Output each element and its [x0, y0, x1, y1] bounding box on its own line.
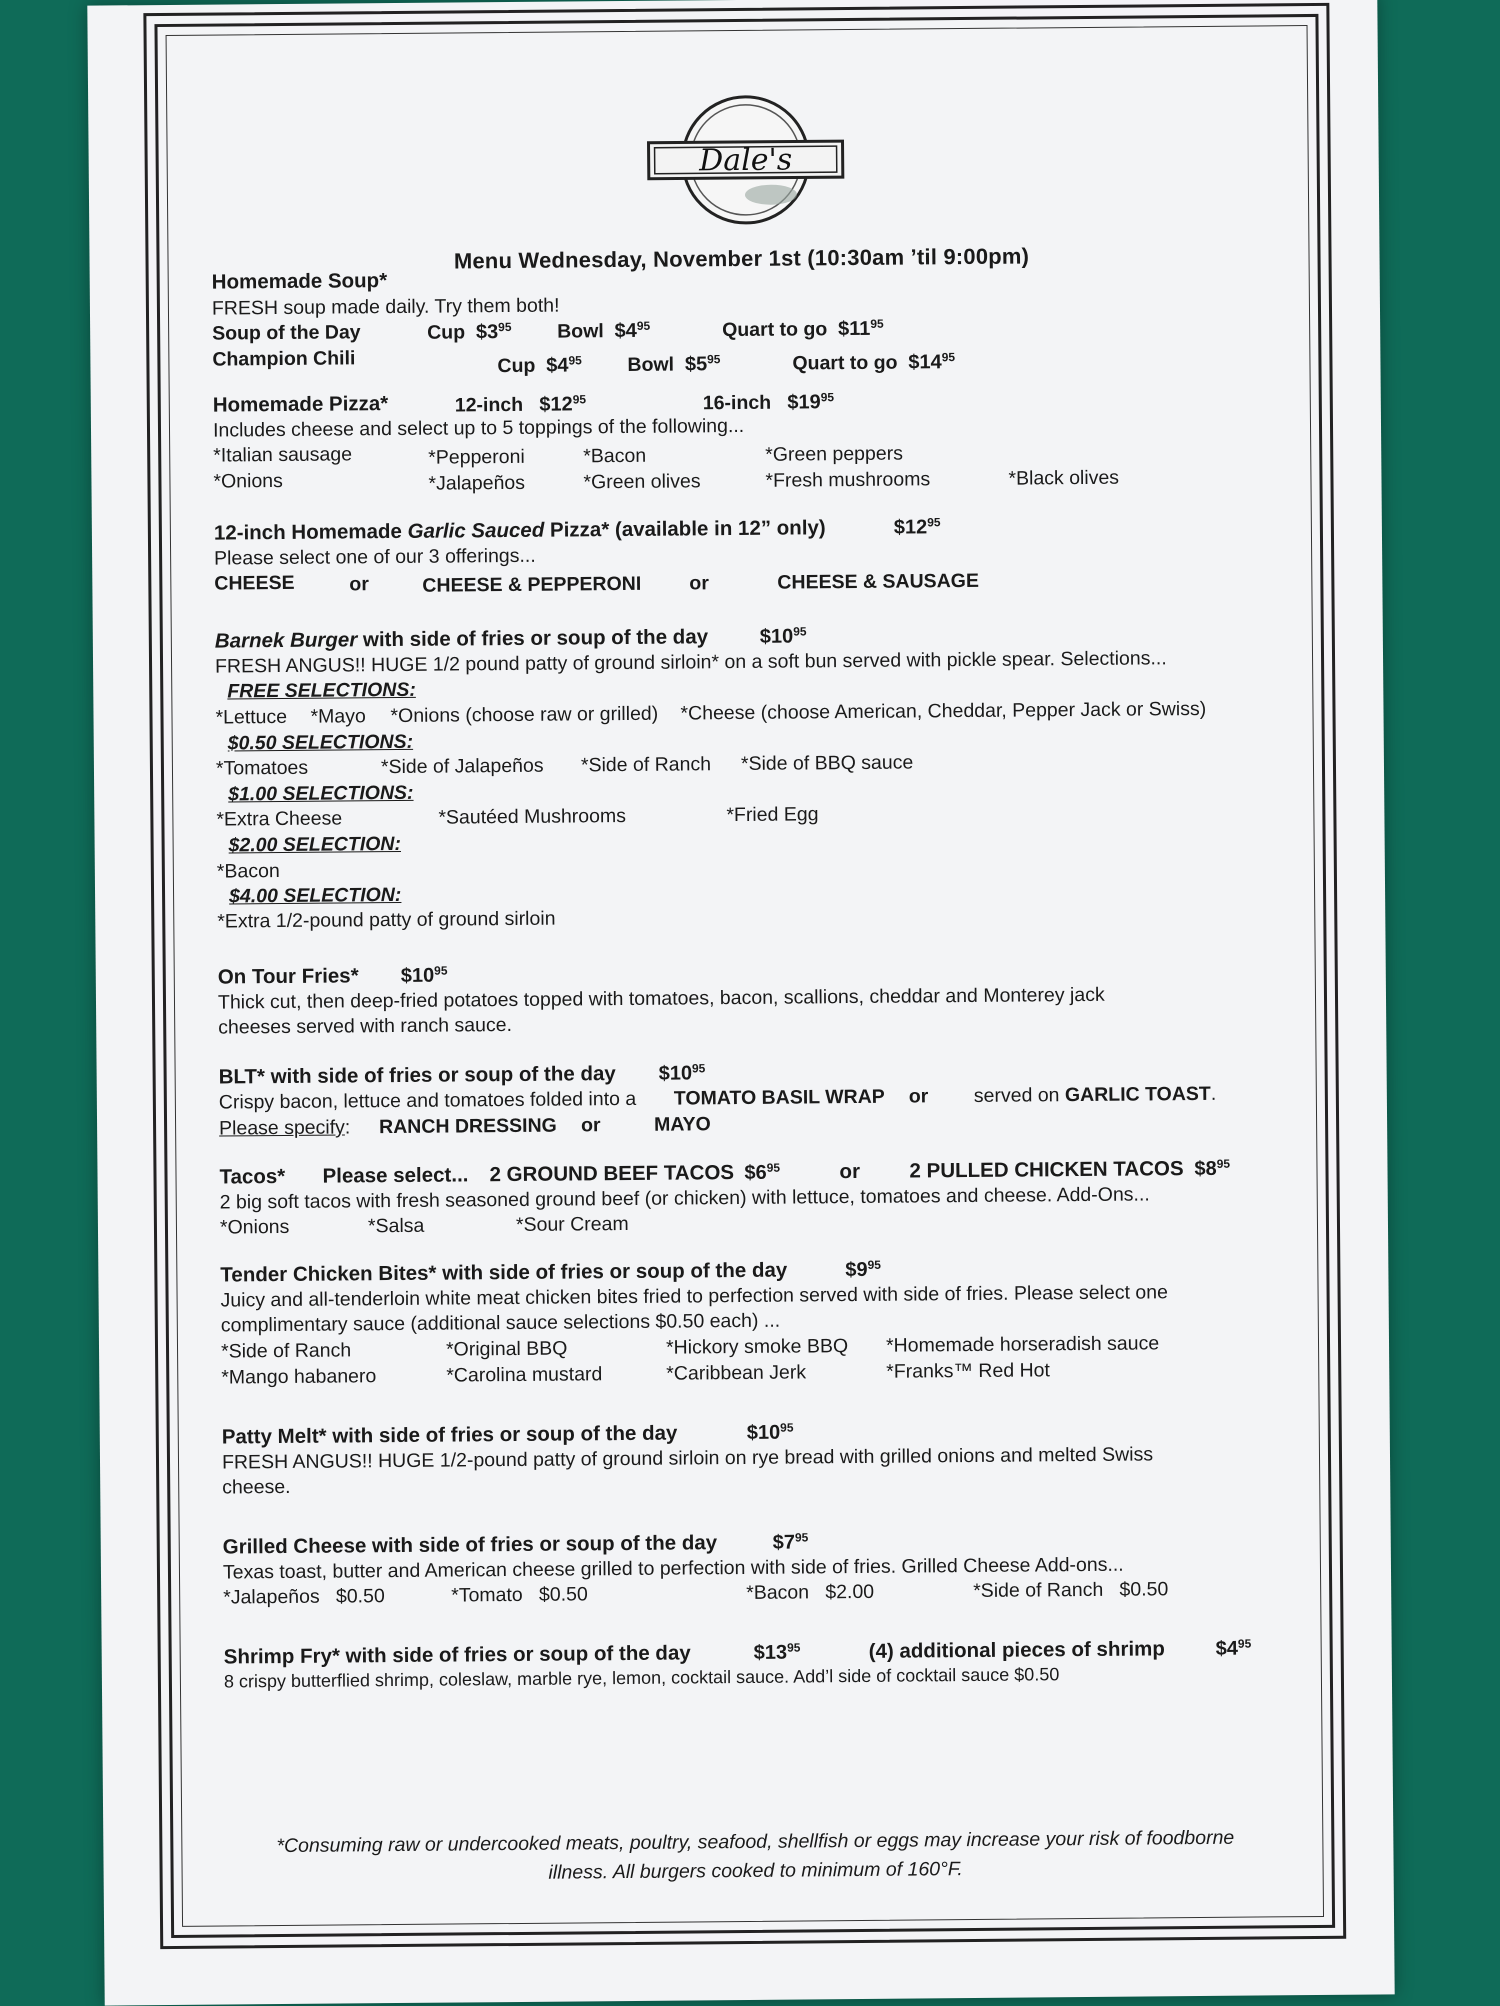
addon-item: *Salsa: [367, 1215, 425, 1238]
selection-item: *Extra Cheese: [216, 807, 343, 831]
or-text: or: [349, 573, 369, 596]
blt-wrap-option: TOMATO BASIL WRAP: [673, 1085, 885, 1110]
chicken-desc: Juicy and all-tenderloin white meat chicken bites fried to perfection served with side of fries. Please select one: [220, 1281, 1168, 1312]
shrimp-heading: Shrimp Fry* with side of fries or soup of the day: [223, 1641, 691, 1669]
topping: *Fresh mushrooms: [765, 468, 931, 493]
patty-melt-section: [222, 1415, 1283, 1501]
selection-item: *Onions (choose raw or grilled): [390, 702, 659, 727]
logo-text: Dale's: [699, 142, 793, 179]
selections-050-heading: $0.50 SELECTIONS:: [227, 730, 414, 755]
burger-section: [215, 619, 1278, 935]
addon-item: *Tomato $0.50: [451, 1583, 588, 1607]
or-text: or: [689, 572, 709, 595]
bowl-label: Bowl: [557, 320, 604, 343]
topping: *Black olives: [1008, 467, 1120, 490]
sauce-item: *Caribbean Jerk: [666, 1361, 807, 1385]
sauce-item: *Side of Ranch: [220, 1339, 352, 1363]
blt-dressing-option: MAYO: [653, 1113, 711, 1136]
tacos-option: 2 GROUND BEEF TACOS: [489, 1161, 735, 1187]
garlic-desc: Please select one of our 3 offerings...: [214, 544, 536, 570]
restaurant-logo: [640, 89, 851, 231]
free-selections-heading: FREE SELECTIONS:: [227, 679, 416, 703]
bowl-price: $\$5^{95}$: [684, 352, 721, 376]
selection-item: *Mayo: [310, 704, 366, 728]
menu-paper: [87, 0, 1394, 2006]
addon-item: *Bacon $2.00: [746, 1581, 875, 1605]
pizza-size-16: 16-inch: [702, 391, 772, 415]
grilled-price: $\$7^{95}$: [772, 1530, 809, 1554]
patty-heading: Patty Melt* with side of fries or soup of the day: [221, 1421, 678, 1449]
selection-item: *Side of Ranch: [580, 753, 712, 777]
topping: *Green peppers: [765, 442, 904, 467]
pizza-heading: Homemade Pizza*: [212, 392, 389, 417]
sauce-item: *Original BBQ: [445, 1337, 568, 1361]
selection-item: *Fried Egg: [726, 803, 819, 827]
food-safety-disclaimer: [225, 1823, 1285, 1891]
page-title: Menu Wednesday, November 1st (10:30am ’til 9:00pm): [453, 243, 1030, 274]
or-text: or: [908, 1085, 929, 1108]
tacos-select: Please select...: [322, 1163, 469, 1188]
patty-desc: cheese.: [222, 1476, 291, 1499]
chili-name: Champion Chili: [212, 347, 356, 371]
selection-item: *Cheese (choose American, Cheddar, Pepper Jack or Swiss): [680, 697, 1207, 725]
burger-heading: Barnek Burger with side of fries or soup of the day: [214, 625, 709, 653]
pizza-price-16: $\$19^{95}$: [787, 390, 835, 414]
bowl-label: Bowl: [627, 353, 675, 376]
fries-desc: cheeses served with ranch sauce.: [218, 1014, 513, 1039]
topping: *Jalapeños: [428, 472, 526, 496]
fries-desc: Thick cut, then deep-fried potatoes topped with tomatoes, bacon, scallions, cheddar and Monterey jack: [217, 983, 1105, 1014]
addon-item: *Jalapeños $0.50: [223, 1585, 385, 1609]
blt-heading: BLT* with side of fries or soup of the day: [218, 1062, 616, 1089]
cup-label: Cup: [427, 321, 466, 344]
bowl-price: $\$4^{95}$: [614, 318, 651, 343]
selection-item: *Sautéed Mushrooms: [438, 805, 627, 830]
burger-desc: FRESH ANGUS!! HUGE 1/2 pound patty of ground sirloin* on a soft bun served with pickle spear. Selections...: [214, 647, 1167, 678]
sauce-item: *Homemade horseradish sauce: [885, 1332, 1160, 1357]
blt-section: [219, 1055, 1280, 1142]
patty-desc: FRESH ANGUS!! HUGE 1/2-pound patty of ground sirloin on rye bread with grilled onions and melted Swiss: [221, 1443, 1154, 1474]
addon-item: *Side of Ranch $0.50: [973, 1578, 1169, 1603]
shrimp-extra-price: $\$4^{95}$: [1215, 1636, 1252, 1660]
selection-400-heading: $4.00 SELECTION:: [228, 884, 402, 908]
disclaimer-line: *Consuming raw or undercooked meats, poultry, seafood, shellfish or eggs may increase your risk of foodborne: [276, 1826, 1235, 1858]
chicken-desc: complimentary sauce (additional sauce selections $0.50 each) ...: [220, 1310, 781, 1337]
cup-label: Cup: [497, 354, 536, 378]
shrimp-section: [224, 1635, 1284, 1694]
topping: *Italian sausage: [213, 443, 353, 467]
tacos-price: $\$8^{95}$: [1194, 1156, 1231, 1181]
garlic-option: CHEESE & SAUSAGE: [777, 570, 979, 595]
selection-item: *Extra 1/2-pound patty of ground sirloin: [217, 908, 556, 933]
sauce-item: *Franks™ Red Hot: [886, 1359, 1050, 1383]
soup-section: [211, 260, 1273, 378]
tacos-desc: 2 big soft tacos with fresh seasoned ground beef (or chicken) with lettuce, tomatoes and cheese. Add-Ons...: [219, 1183, 1150, 1214]
garlic-option: CHEESE & PEPPERONI: [422, 573, 642, 598]
topping: *Onions: [213, 470, 283, 493]
shrimp-price: $\$13^{95}$: [753, 1640, 801, 1664]
pizza-price-12: $\$12^{95}$: [539, 392, 587, 416]
garlic-option: CHEESE: [214, 572, 295, 595]
sauce-item: *Carolina mustard: [446, 1362, 603, 1387]
or-text: or: [580, 1114, 601, 1137]
addon-item: *Sour Cream: [515, 1213, 629, 1237]
shrimp-extra: (4) additional pieces of shrimp: [868, 1637, 1165, 1663]
pizza-section: [213, 383, 1274, 496]
garlic-price: $\$12^{95}$: [893, 515, 941, 539]
blt-desc: Crispy bacon, lettuce and tomatoes folded into a: [218, 1087, 637, 1114]
sauce-item: *Mango habanero: [221, 1364, 377, 1389]
blt-toast-option: served on GARLIC TOAST.: [973, 1082, 1217, 1107]
addon-item: *Onions: [219, 1216, 290, 1239]
selections-100-heading: $1.00 SELECTIONS:: [228, 781, 414, 806]
grilled-heading: Grilled Cheese with side of fries or soup of the day: [222, 1531, 718, 1559]
blt-price: $\$10^{95}$: [658, 1061, 706, 1085]
quart-price: $\$14^{95}$: [908, 350, 956, 374]
blt-specify: Please specify:: [219, 1116, 351, 1140]
grilled-desc: Texas toast, butter and American cheese grilled to perfection with side of fries. Grilled Cheese Add-ons...: [222, 1553, 1124, 1584]
selection-item: *Side of BBQ sauce: [740, 751, 914, 776]
shrimp-desc: 8 crispy butterflied shrimp, coleslaw, marble rye, lemon, cocktail sauce. Add’l side of cocktail sauce $0.50: [223, 1664, 1060, 1692]
pizza-desc: Includes cheese and select up to 5 toppings of the following...: [212, 414, 745, 442]
topping: *Pepperoni: [428, 446, 525, 470]
tacos-heading: Tacos*: [219, 1164, 286, 1189]
garlic-pizza-section: [214, 511, 1275, 598]
fries-heading: On Tour Fries*: [217, 964, 359, 989]
soup-name: Soup of the Day: [212, 321, 361, 345]
burger-price: $\$10^{95}$: [759, 624, 807, 648]
selection-item: *Side of Jalapeños: [380, 754, 544, 779]
quart-label: Quart to go: [792, 351, 898, 375]
cup-price: $\$4^{95}$: [546, 353, 582, 377]
chicken-section: [220, 1253, 1281, 1391]
cup-price: $\$3^{95}$: [475, 319, 512, 344]
fries-price: $\$10^{95}$: [400, 963, 448, 987]
tacos-price: $\$6^{95}$: [744, 1160, 781, 1184]
selection-item: *Bacon: [216, 859, 280, 883]
grilled-cheese-section: [223, 1525, 1284, 1612]
disclaimer-line: illness. All burgers cooked to minimum of 160°F.: [548, 1858, 963, 1884]
selection-item: *Tomatoes: [215, 756, 309, 780]
quart-price: $\$11^{95}$: [837, 316, 884, 341]
topping: *Bacon: [583, 445, 647, 468]
quart-label: Quart to go: [722, 318, 828, 342]
tacos-section: [219, 1155, 1280, 1242]
sauce-item: *Hickory smoke BBQ: [665, 1334, 849, 1359]
soup-heading: Homemade Soup*: [211, 269, 388, 294]
tacos-option: 2 PULLED CHICKEN TACOS: [909, 1157, 1184, 1183]
fries-section: [218, 955, 1279, 1041]
garlic-heading: 12-inch Homemade Garlic Sauced Pizza* (available in 12” only): [213, 516, 826, 545]
chicken-heading: Tender Chicken Bites* with side of fries or soup of the day: [220, 1258, 788, 1287]
patty-price: $\$10^{95}$: [746, 1420, 794, 1444]
selection-item: *Lettuce: [215, 705, 288, 729]
selection-200-heading: $2.00 SELECTION:: [228, 833, 402, 857]
soup-desc: FRESH soup made daily. Try them both!: [211, 294, 560, 320]
chicken-price: $\$9^{95}$: [845, 1257, 881, 1282]
blt-dressing-option: RANCH DRESSING: [378, 1114, 557, 1139]
topping: *Green olives: [583, 470, 701, 494]
pizza-size-12: 12-inch: [454, 393, 524, 417]
or-text: or: [839, 1159, 861, 1184]
